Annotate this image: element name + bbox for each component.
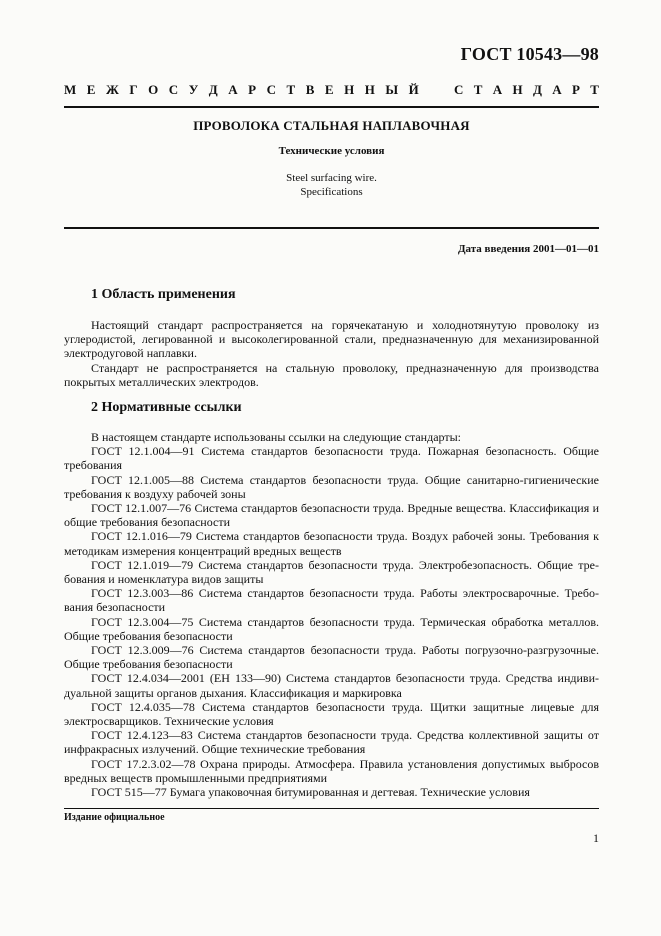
english-title-line: Specifications: [300, 186, 363, 198]
band-letter: Ж: [105, 82, 119, 97]
header-band: [64, 82, 599, 98]
reference-item: ГОСТ 12.3.003—86 Система стандартов безопасности труда. Работы электросварочные. Требования безопасности: [64, 586, 599, 615]
section-body-scope: [64, 318, 599, 389]
section-heading-scope: 1 Область применения: [91, 287, 236, 302]
document-title: ПРОВОЛОКА СТАЛЬНАЯ НАПЛАВОЧНАЯ: [193, 118, 470, 133]
band-letter: Н: [512, 82, 523, 97]
reference-item: ГОСТ 12.4.123—83 Система стандартов безопасности труда. Средства коллективной защиты от инфракрасных излучений. Общие технические требования: [64, 728, 599, 757]
section-heading-references: 2 Нормативные ссылки: [91, 400, 242, 415]
band-letter: А: [228, 82, 238, 97]
english-title-line: Steel surfacing wire.: [286, 172, 377, 184]
reference-item: ГОСТ 515—77 Бумага упаковочная битумированная и дегтевая. Технические условия: [91, 785, 530, 800]
page-number: 1: [593, 831, 599, 845]
paragraph: В настоящем стандарте использованы ссылки на следующие стандарты:: [91, 430, 462, 444]
band-letter: Г: [129, 82, 138, 97]
band-letter: А: [492, 82, 503, 97]
band-letter: О: [148, 82, 159, 97]
reference-item: ГОСТ 17.2.3.02—78 Охрана природы. Атмосфера. Правила установления допустимых выбросов вредных веществ промышленными предприятиями: [64, 756, 599, 785]
paragraph: Стандарт не распространяется на стальную проволоку, предназначенную для производства покрытых металлических электродов.: [64, 360, 599, 389]
band-word-interstate: [64, 82, 419, 98]
band-letter: Т: [590, 82, 599, 97]
band-letter: С: [454, 82, 464, 97]
band-letter: Т: [286, 82, 296, 97]
english-title: [64, 171, 599, 199]
band-letter: С: [168, 82, 179, 97]
official-edition-label: Издание официальное: [64, 812, 165, 823]
title-divider: [64, 227, 599, 229]
band-letter: Й: [408, 82, 419, 97]
section-body-references: [64, 430, 599, 799]
reference-item: ГОСТ 12.1.016—79 Система стандартов безопасности труда. Воздух рабочей зоны. Требования к методикам измерения концентраций вредных веществ: [64, 529, 599, 558]
band-letter: Р: [571, 82, 580, 97]
reference-item: ГОСТ 12.1.005—88 Система стандартов безопасности труда. Общие санитарно-гигиенические требования к воздуху рабочей зоны: [64, 472, 599, 501]
reference-item: ГОСТ 12.4.035—78 Система стандартов безопасности труда. Щитки защитные лицевые для электросварщиков. Технические условия: [64, 699, 599, 729]
band-letter: Д: [208, 82, 218, 97]
reference-item: ГОСТ 12.3.009—76 Система стандартов безопасности труда. Работы погрузочно-разгрузочные. Общие требования безопасности: [64, 643, 599, 672]
reference-item: ГОСТ 12.4.034—2001 (ЕН 133—90) Система стандартов безопасности труда. Средства индивидуальной защиты органов дыхания. Классификация и маркировка: [64, 671, 599, 700]
band-letter: Е: [86, 82, 96, 97]
band-letter: Н: [364, 82, 375, 97]
gost-number: ГОСТ 10543—98: [460, 44, 599, 64]
band-letter: С: [266, 82, 276, 97]
band-letter: Р: [248, 82, 257, 97]
band-letter: У: [188, 82, 199, 97]
band-letter: Е: [324, 82, 334, 97]
band-letter: Д: [532, 82, 542, 97]
reference-item: ГОСТ 12.1.019—79 Система стандартов безопасности труда. Электробезопасность. Общие требования и номенклатура видов защиты: [64, 557, 599, 587]
footer-divider: [64, 808, 599, 809]
band-letter: В: [305, 82, 315, 97]
reference-item: ГОСТ 12.1.004—91 Система стандартов безопасности труда. Пожарная безопасность. Общие требования: [64, 444, 599, 473]
reference-item: ГОСТ 12.3.004—75 Система стандартов безопасности труда. Термическая обработка металлов. Общие требования безопасности: [64, 614, 599, 643]
paragraph: Настоящий стандарт распространяется на горячекатаную и холоднотянутую проволоку из углеродистой, легированной и высоколегированной стали, предназначенную для механизированной электродуговой наплавки.: [64, 318, 599, 361]
band-letter: А: [552, 82, 562, 97]
band-word-standard: [454, 82, 599, 98]
reference-item: ГОСТ 12.1.007—76 Система стандартов безопасности труда. Вредные вещества. Классификация и общие требования безопасности: [64, 501, 599, 530]
introduction-date: Дата введения 2001—01—01: [457, 243, 599, 255]
band-letter: М: [64, 82, 77, 97]
band-letter: Ы: [385, 82, 399, 97]
band-letter: Т: [473, 82, 483, 97]
document-subtitle: Технические условия: [278, 145, 385, 157]
top-divider: [64, 106, 599, 108]
band-letter: Н: [344, 82, 355, 97]
